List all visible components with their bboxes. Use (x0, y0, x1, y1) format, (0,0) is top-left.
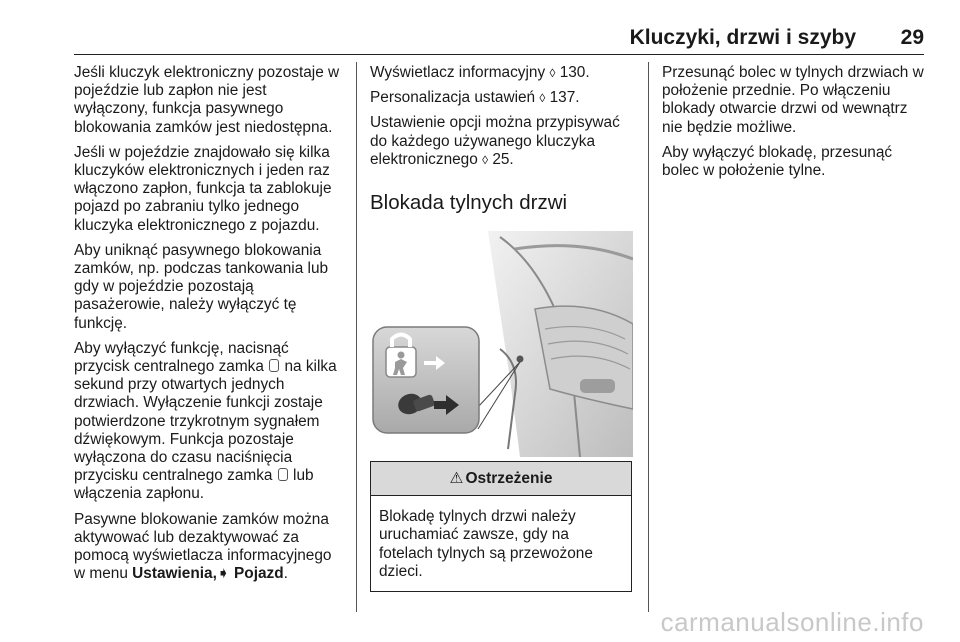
column-divider-1 (356, 62, 357, 612)
menu-name: Ustawienia (132, 565, 213, 583)
warning-box (370, 461, 632, 592)
reference-line (370, 89, 636, 107)
warning-body: Blokadę tylnych drzwi należy uruchamiać zawsze, gdy na fotelach tylnych są przewożone dzieci. (379, 508, 593, 580)
column-divider-2 (648, 62, 649, 612)
paragraph: Aby uniknąć pasywnego blokowania zamków, np. podczas tankowania lub gdy w pojeździe pozostają pasażerowie, należy wyłączyć tę funkcję. (74, 241, 329, 332)
reference-text: Wyświetlacz informacyjny (370, 64, 546, 81)
paragraph (74, 340, 344, 504)
page-reference: 130. (559, 64, 590, 81)
page-reference: 25. (492, 150, 514, 168)
column-1 (74, 64, 344, 590)
paragraph: Jeśli w pojeździe znajdowało się kilka kluczyków elektronicznych i jeden raz włączono zapłon, funkcja ta zablokuje pojazd po zabraniu tylko jednego kluczyka elektronicznego z pojazdu. (74, 143, 332, 234)
central-lock-icon (269, 359, 279, 372)
paragraph-text: lub włączenia zapłonu. (74, 467, 314, 503)
paragraph-text: Aby wyłączyć funkcję, nacisnąć przycisk centralnego zamka (74, 339, 289, 376)
paragraph (74, 511, 344, 584)
paragraph-text: na kilka sekund przy otwartych jednych drzwiach. Wyłączenie funkcji zostaje potwierdzone trzykrotnym sygnałem dźwiękowym. Funkcja pozostaje wyłączona do czasu naciśnięcia przycisku centralnego zamka (74, 358, 337, 485)
paragraph-text: Pasywne blokowanie zamków można aktywować lub dezaktywować za pomocą wyświetlacza informacyjnego w menu (74, 510, 332, 583)
paragraph-text: Ustawienie opcji można przypisywać do każdego używanego kluczyka elektronicznego (370, 114, 620, 168)
paragraph: Przesunąć bolec w tylnych drzwiach w położenie przednie. Po włączeniu blokady otwarcie drzwi od wewnątrz nie będzie możliwe. (662, 64, 924, 136)
page-reference: 137. (549, 89, 580, 107)
watermark-brand: carmanualsonline.info (660, 607, 924, 637)
warning-triangle-icon: ⚠ (449, 470, 464, 488)
rear-door-child-lock-illustration (370, 229, 633, 457)
reference-line (370, 64, 636, 82)
reference-text: Personalizacja ustawień (370, 89, 536, 107)
reference-arrow-icon: ◊ (482, 152, 489, 167)
column-2 (370, 64, 636, 592)
punctuation: . (283, 565, 288, 583)
page-header-title: Kluczyki, drzwi i szyby (629, 26, 856, 49)
paragraph (370, 114, 636, 169)
warning-header (371, 462, 631, 496)
reference-arrow-icon: ◊ (549, 66, 556, 80)
header-rule (74, 54, 924, 55)
section-heading: Blokada tylnych drzwi (370, 191, 568, 215)
menu-separator-icon: ,➧ (212, 565, 230, 583)
column-3 (662, 64, 926, 187)
warning-title: Ostrzeżenie (465, 470, 553, 488)
menu-name: Pojazd (234, 565, 284, 583)
central-lock-icon (278, 468, 288, 481)
page-number: 29 (900, 26, 924, 49)
paragraph: Aby wyłączyć blokadę, przesunąć bolec w położenie tylne. (662, 143, 893, 180)
reference-arrow-icon: ◊ (539, 91, 546, 106)
paragraph: Jeśli kluczyk elektroniczny pozostaje w pojeździe lub zapłon nie jest wyłączony, funkcja pasywnego blokowania zamków jest niedostępna. (74, 64, 340, 136)
